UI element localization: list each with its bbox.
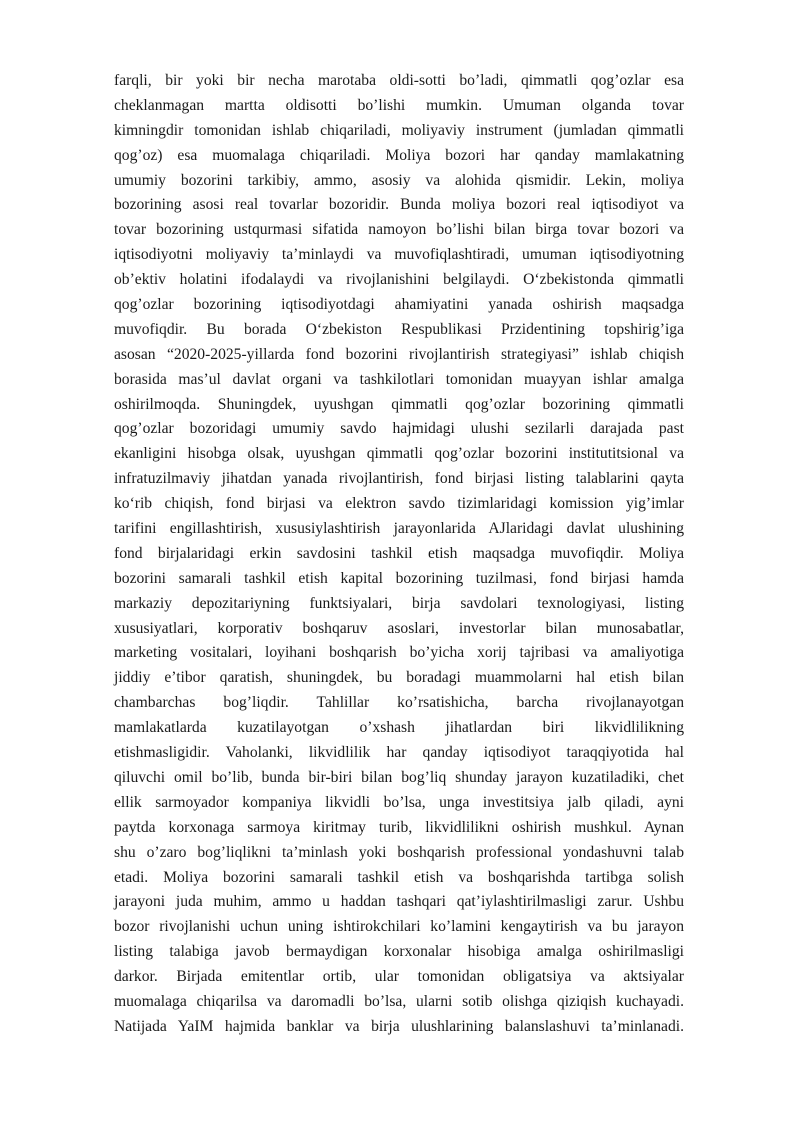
text-line: iqtisodiyotni moliyaviy ta’minlaydi va muvofiqlashtiradi, umuman iqtisodiyotning — [114, 246, 684, 264]
text-line: bozor rivojlanishi uchun uning ishtirokchilari ko’lamini kengaytirish va bu jarayon — [114, 918, 684, 936]
text-line: tovar bozorining ustqurmasi sifatida namoyon bo’lishi bilan birga tovar bozori va — [114, 221, 684, 239]
text-line: ekanligini hisobga olsak, uyushgan qimmatli qog’ozlar bozorini institutitsional va — [114, 445, 684, 463]
text-line: chambarchas bog’liqdir. Tahlillar ko’rsatishicha, barcha rivojlanayotgan — [114, 694, 684, 712]
text-line: jiddiy e’tibor qaratish, shuningdek, bu boradagi muammolarni hal etish bilan — [114, 669, 684, 687]
text-line: ob’ektiv holatini ifodalaydi va rivojlanishini belgilaydi. O‘zbekistonda qimmatli — [114, 271, 684, 289]
text-line: qog’ozlar bozoridagi umumiy savdo hajmidagi ulushi sezilarli darajada past — [114, 420, 684, 438]
text-line: umumiy bozorini tarkibiy, ammo, asosiy va alohida qismidir. Lekin, moliya — [114, 171, 684, 189]
text-line: qog’ozlar bozorining iqtisodiyotdagi ahamiyatini yanada oshirish maqsadga — [114, 296, 684, 314]
text-line: xususiyatlari, korporativ boshqaruv asoslari, investorlar bilan munosabatlar, — [114, 619, 684, 637]
text-line: kimningdir tomonidan ishlab chiqariladi, moliyaviy instrument (jumladan qimmatli — [114, 121, 684, 139]
text-line: farqli, bir yoki bir necha marotaba oldi-sotti bo’ladi, qimmatli qog’ozlar esa — [114, 72, 684, 89]
text-line: borasida mas’ul davlat organi va tashkilotlari tomonidan muayyan ishlar amalga — [114, 370, 684, 388]
text-line: qiluvchi omil bo’lib, bunda bir-biri bilan bog’liq shunday jarayon kuzatiladiki, chet — [114, 768, 684, 786]
text-line: paytda korxonaga sarmoya kiritmay turib, likvidlilikni oshirish mushkul. Aynan — [114, 818, 684, 836]
document-page — [114, 69, 684, 1040]
text-line: etadi. Moliya bozorini samarali tashkil etish va boshqarishda tartibga solish — [114, 868, 684, 886]
text-line: ellik sarmoyador kompaniya likvidli bo’lsa, unga investitsiya jalb qiladi, ayni — [114, 793, 684, 811]
text-line: darkor. Birjada emitentlar ortib, ular tomonidan obligatsiya va aktsiyalar — [114, 968, 684, 986]
text-line: muomalaga chiqarilsa va daromadli bo’lsa, ularni sotib olishga qiziqish kuchayadi. — [114, 992, 684, 1010]
text-line: etishmasligidir. Vaholanki, likvidlilik har qanday iqtisodiyot taraqqiyotida hal — [114, 744, 684, 762]
text-line: ko‘rib chiqish, fond birjasi va elektron savdo tizimlaridagi komission yig’imlar — [114, 495, 684, 513]
text-line: asosan “2020-2025-yillarda fond bozorini rivojlantirish strategiyasi” ishlab chiqish — [114, 345, 684, 363]
text-line: muvofiqdir. Bu borada O‘zbekiston Respublikasi Przidentining topshirig’iga — [114, 320, 684, 338]
text-line: shu o’zaro bog’liqlikni ta’minlash yoki boshqarish professional yondashuvni talab — [114, 843, 684, 861]
text-line: marketing vositalari, loyihani boshqarish bo’yicha xorij tajribasi va amaliyotiga — [114, 644, 684, 662]
text-line: listing talabiga javob bermaydigan korxonalar hisobiga amalga oshirilmasligi — [114, 943, 684, 961]
text-line: tarifini engillashtirish, xususiylashtirish jarayonlarida AJlaridagi davlat ulushining — [114, 520, 684, 538]
body-paragraph — [114, 69, 684, 1040]
text-line: oshirilmoqda. Shuningdek, uyushgan qimmatli qog’ozlar bozorining qimmatli — [114, 395, 684, 413]
text-line: mamlakatlarda kuzatilayotgan o’xshash jihatlardan biri likvidlilikning — [114, 719, 684, 737]
text-line: infratuzilmaviy jihatdan yanada rivojlantirish, fond birjasi listing talablarini qayta — [114, 470, 684, 488]
text-line: bozorining asosi real tovarlar bozoridir. Bunda moliya bozori real iqtisodiyot va — [114, 196, 684, 214]
text-line: jarayoni juda muhim, ammo u haddan tashqari qat’iylashtirilmasligi zarur. Ushbu — [114, 893, 684, 911]
text-line: fond birjalaridagi erkin savdosini tashkil etish maqsadga muvofiqdir. Moliya — [114, 544, 684, 562]
text-line: cheklanmagan martta oldisotti bo’lishi mumkin. Umuman olganda tovar — [114, 96, 684, 114]
text-line: Natijada YaIM hajmida banklar va birja ulushlarining balanslashuvi ta’minlanadi. — [114, 1017, 684, 1035]
text-line: qog’oz) esa muomalaga chiqariladi. Moliya bozori har qanday mamlakatning — [114, 146, 684, 164]
text-line: markaziy depozitariyning funktsiyalari, birja savdolari texnologiyasi, listing — [114, 594, 684, 612]
text-line: bozorini samarali tashkil etish kapital bozorining tuzilmasi, fond birjasi hamda — [114, 569, 684, 587]
